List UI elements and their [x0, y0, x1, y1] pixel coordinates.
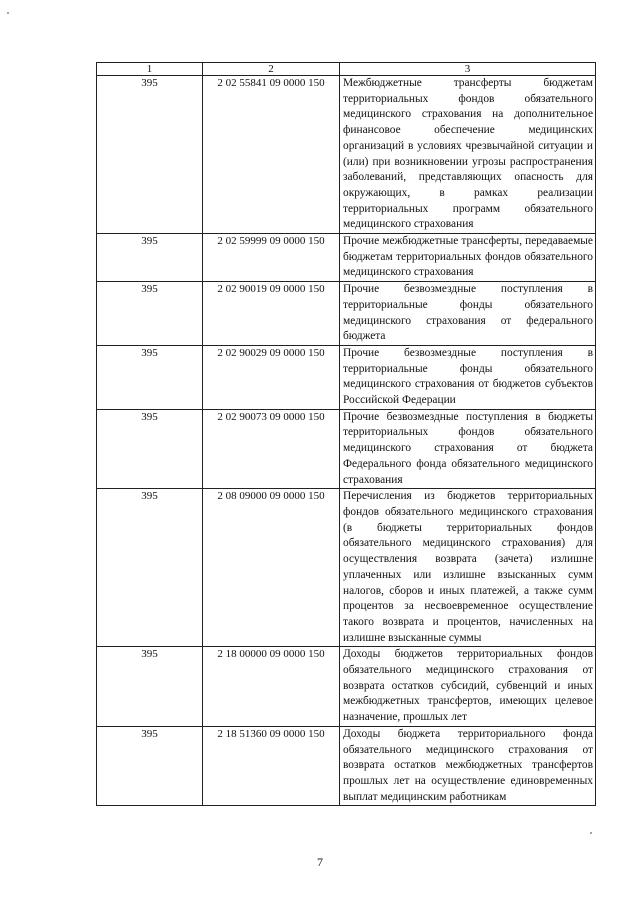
scan-speck	[7, 12, 9, 14]
budget-code-cell: 2 02 90019 09 0000 150	[203, 282, 340, 346]
budget-code-cell: 2 02 90029 09 0000 150	[203, 345, 340, 409]
admin-code-cell: 395	[97, 647, 203, 727]
description-cell: Доходы бюджета территориального фонда обязательного медицинского страхования от возврата остатков межбюджетных трансфертов прошлых лет на осуществление единовременных выплат медицинским работникам	[340, 726, 596, 806]
budget-code-cell: 2 02 90073 09 0000 150	[203, 409, 340, 489]
description-cell: Прочие безвозмездные поступления в территориальные фонды обязательного медицинского страхования от бюджетов субъектов Российской Федерации	[340, 345, 596, 409]
table-row	[97, 282, 596, 346]
budget-code-cell: 2 08 09000 09 0000 150	[203, 489, 340, 647]
table-row	[97, 409, 596, 489]
budget-code-cell: 2 18 00000 09 0000 150	[203, 647, 340, 727]
description-cell: Прочие безвозмездные поступления в бюджеты территориальных фондов обязательного медицинского страхования от бюджета Федерального фонда обязательного медицинского страхования	[340, 409, 596, 489]
description-cell: Прочие межбюджетные трансферты, передаваемые бюджетам территориальных фондов обязательного медицинского страхования	[340, 234, 596, 282]
admin-code-cell: 395	[97, 234, 203, 282]
table-row	[97, 489, 596, 647]
admin-code-cell: 395	[97, 76, 203, 234]
admin-code-cell: 395	[97, 282, 203, 346]
column-header-1: 1	[97, 63, 203, 76]
budget-code-cell: 2 18 51360 09 0000 150	[203, 726, 340, 806]
budget-codes-table	[96, 62, 596, 806]
description-cell: Прочие безвозмездные поступления в территориальные фонды обязательного медицинского страхования от федерального бюджета	[340, 282, 596, 346]
column-header-2: 2	[203, 63, 340, 76]
table-row	[97, 345, 596, 409]
header-row	[97, 63, 596, 76]
budget-code-cell: 2 02 55841 09 0000 150	[203, 76, 340, 234]
admin-code-cell: 395	[97, 409, 203, 489]
admin-code-cell: 395	[97, 489, 203, 647]
document-table-container	[96, 62, 595, 806]
admin-code-cell: 395	[97, 726, 203, 806]
description-cell: Перечисления из бюджетов территориальных фондов обязательного медицинского страхования (в бюджеты территориальных фондов обязательного медицинского страхования) для осуществления возврата (зачета) излишне уплаченных или излишне взысканных сумм налогов, сборов и иных платежей, а также сумм процентов за несвоевременное осуществление такого возврата и процентов, начисленных на излишне взысканные суммы	[340, 489, 596, 647]
scan-speck	[590, 832, 592, 834]
table-row	[97, 647, 596, 727]
table-row	[97, 76, 596, 234]
table-row	[97, 234, 596, 282]
table-row	[97, 726, 596, 806]
description-cell: Доходы бюджетов территориальных фондов обязательного медицинского страхования от возврата остатков субсидий, субвенций и иных межбюджетных трансфертов, имеющих целевое назначение, прошлых лет	[340, 647, 596, 727]
admin-code-cell: 395	[97, 345, 203, 409]
column-header-3: 3	[340, 63, 596, 76]
page-number: 7	[317, 855, 323, 869]
description-cell: Межбюджетные трансферты бюджетам территориальных фондов обязательного медицинского страхования на дополнительное финансовое обеспечение медицинских организаций в условиях чрезвычайной ситуации и (или) при возникновении угрозы распространения заболеваний, представляющих опасность для окружающих, в рамках реализации территориальных программ обязательного медицинского страхования	[340, 76, 596, 234]
budget-code-cell: 2 02 59999 09 0000 150	[203, 234, 340, 282]
